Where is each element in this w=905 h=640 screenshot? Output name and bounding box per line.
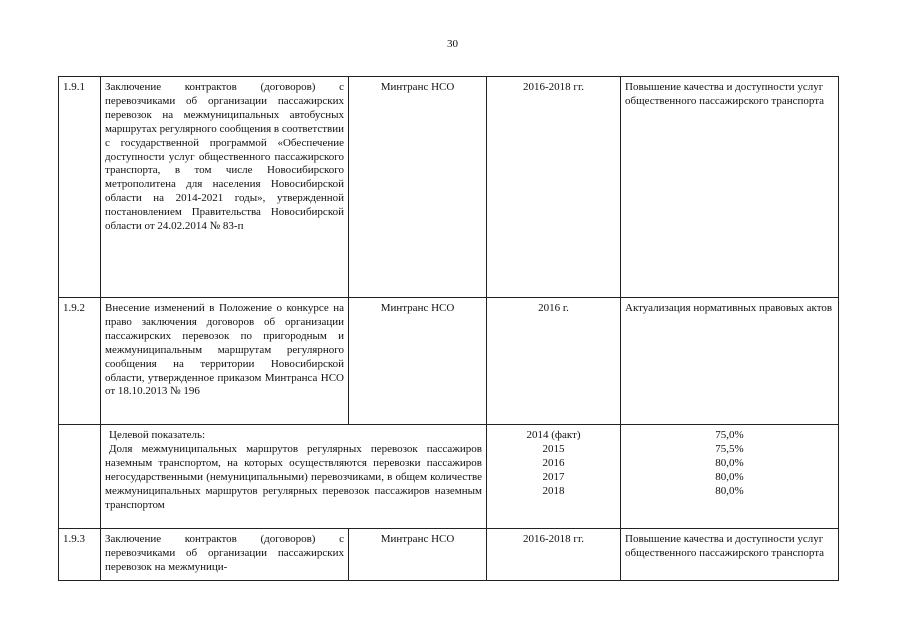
indicator-year: 2018 (542, 484, 565, 497)
indicator-year: 2015 (542, 442, 565, 455)
measure-description: Заключение контрактов (договоров) с перевозчиками об организации пассажирских перевозок на межмуници- (101, 529, 349, 581)
indicator-value: 80,0% (715, 484, 744, 497)
indicator-year: 2017 (542, 470, 565, 483)
indicator-row (59, 425, 839, 529)
page-number: 30 (447, 38, 458, 50)
indicator-value: 75,5% (715, 442, 744, 455)
measure-description: Заключение контрактов (договоров) с перевозчиками об организации пассажирских перевозок на межмуниципальных автобусных маршрутах регулярного сообщения в соответствии с государственной программой «Обеспечение доступности услуг общественного пассажирского транспорта, в том числе Новосибирского метрополитена для населения Новосибирской области на 2014-2021 годы», утвержденной постановлением Правительства Новосибирской области от 24.02.2014 № 83-п (101, 77, 349, 298)
term: 2016 г. (487, 298, 621, 425)
executor: Минтранс НСО (349, 298, 487, 425)
table-row (59, 298, 839, 425)
measures-table (58, 76, 839, 581)
indicator-cell (101, 425, 487, 529)
row-number: 1.9.3 (59, 529, 101, 581)
term: 2016-2018 гг. (487, 77, 621, 298)
indicator-heading: Целевой показатель: (109, 429, 206, 441)
measure-description: Внесение изменений в Положение о конкурсе на право заключения договоров об организации пассажирских перевозок по пригородным и межмуниципальным маршрутам регулярного сообщения на территории Новосибирской области, утвержденное приказом Минтранса НСО от 18.10.2013 № 196 (101, 298, 349, 425)
expected-result: Повышение качества и доступности услуг общественного пассажирского транспорта (621, 529, 839, 581)
indicator-empty-cell (59, 425, 101, 529)
indicator-value: 80,0% (715, 470, 744, 483)
term: 2016-2018 гг. (487, 529, 621, 581)
executor: Минтранс НСО (349, 529, 487, 581)
table-row (59, 77, 839, 298)
table-row (59, 529, 839, 581)
row-number: 1.9.2 (59, 298, 101, 425)
expected-result: Актуализация нормативных правовых актов (621, 298, 839, 425)
executor: Минтранс НСО (349, 77, 487, 298)
indicator-value: 80,0% (715, 456, 744, 469)
indicator-year: 2014 (факт) (526, 429, 581, 441)
expected-result: Повышение качества и доступности услуг общественного пассажирского транспорта (621, 77, 839, 298)
indicator-description: Доля межмуниципальных маршрутов регулярных перевозок пассажиров наземным транспортом, на которых осуществляются перевозки пассажиров негосударственными (немуниципальными) перевозчиками, в общем количестве межмуниципальных маршрутов регулярных перевозок пассажиров наземным транспортом (105, 442, 482, 511)
indicator-year: 2016 (542, 456, 565, 469)
indicator-years (487, 425, 621, 529)
indicator-value: 75,0% (715, 429, 744, 441)
row-number: 1.9.1 (59, 77, 101, 298)
indicator-values (621, 425, 839, 529)
